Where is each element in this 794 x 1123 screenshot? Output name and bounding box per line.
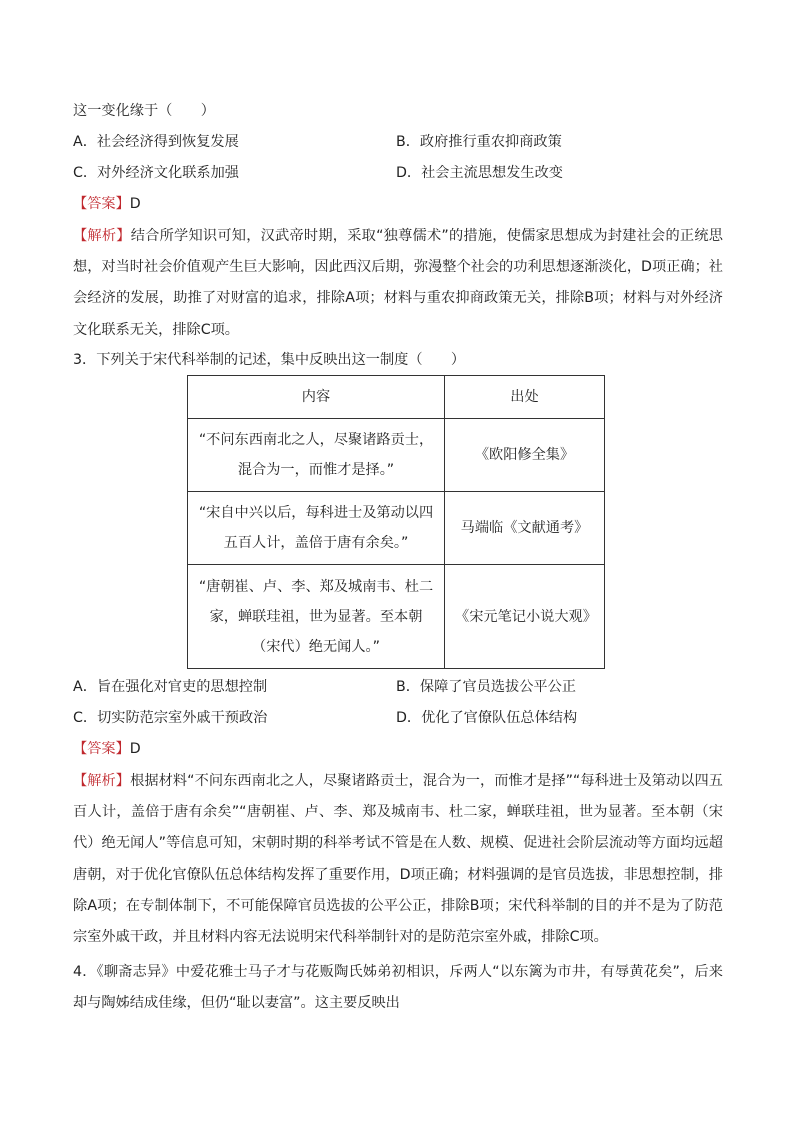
q3-option-d: D．优化了官僚队伍总体结构 xyxy=(396,710,578,726)
table-cell-source: 《宋元笔记小说大观》 xyxy=(445,565,605,669)
table-cell-source: 《欧阳修全集》 xyxy=(445,419,605,492)
q3-option-b: B．保障了官员选拔公平公正 xyxy=(396,679,576,695)
analysis-text: 结合所学知识可知，汉武帝时期，采取“独尊儒术”的措施，使儒家思想成为封建社会的正统思想，对当时社会价值观产生巨大影响，因此西汉后期，弥漫整个社会的功利思想逐渐淡化，D项正确；社会经济的发展，助推了对财富的追求，排除A项；材料与重农抑商政策无关，排除B项；材料与对外经济文化联系无关，排除C项。 xyxy=(73,228,723,338)
table-cell-content: “不问东西南北之人，尽聚诸路贡士，混合为一，而惟才是择。” xyxy=(188,419,445,492)
q3-analysis xyxy=(73,766,723,953)
q2-analysis xyxy=(73,221,723,346)
answer-tag: 【答案】 xyxy=(73,196,130,212)
table-cell-content: “宋自中兴以后，每科进士及第动以四五百人计，盖倍于唐有余矣。” xyxy=(188,492,445,565)
answer-value: D xyxy=(129,196,141,212)
table-header-source: 出处 xyxy=(445,376,605,419)
q4-stem: 4．《聊斋志异》中爱花雅士马子才与花贩陶氏姊弟初相识，斥两人“以东篱为市井，有辱黄花矣”，后来却与陶姊结成佳缘，但仍“耻以妻富”。这主要反映出 xyxy=(73,964,723,1012)
answer-value: D xyxy=(129,741,141,757)
q2-option-a: A．社会经济得到恢复发展 xyxy=(73,134,239,150)
table-cell-source: 马端临《文献通考》 xyxy=(445,492,605,565)
q2-option-d: D．社会主流思想发生改变 xyxy=(396,165,563,181)
table-cell-content: “唐朝崔、卢、李、郑及城南韦、杜二家，蝉联珪祖，世为显著。至本朝（宋代）绝无闻人。” xyxy=(188,565,445,669)
q3-option-a: A．旨在强化对官吏的思想控制 xyxy=(73,679,268,695)
q3-answer xyxy=(73,739,141,759)
table-header-content: 内容 xyxy=(188,376,445,419)
table-row xyxy=(188,419,605,492)
answer-tag: 【答案】 xyxy=(73,741,130,757)
table-row xyxy=(188,565,605,669)
table-header-row xyxy=(188,376,605,419)
analysis-text: 根据材料“不问东西南北之人，尽聚诸路贡士，混合为一，而惟才是择”“每科进士及第动以四五百人计，盖倍于唐有余矣”“唐朝崔、卢、李、郑及城南韦、杜二家，蝉联珪祖，世为显著。至本朝（宋代）绝无闻人”等信息可知，宋朝时期的科举考试不管是在人数、规模、促进社会阶层流动等方面均远超唐朝，对于优化官僚队伍总体结构发挥了重要作用，D项正确；材料强调的是官员选拔，非思想控制，排除A项；在专制体制下，不可能保障官员选拔的公平公正，排除B项；宋代科举制的目的并不是为了防范宗室外戚干政，并且材料内容无法说明宋代科举制针对的是防范宗室外戚，排除C项。 xyxy=(73,773,723,946)
table-row xyxy=(188,492,605,565)
source-table xyxy=(187,375,605,669)
q2-answer xyxy=(73,194,141,214)
q2-stem-tail: 这一变化缘于（ ） xyxy=(73,103,215,119)
analysis-tag: 【解析】 xyxy=(73,773,131,789)
q2-option-b: B．政府推行重农抑商政策 xyxy=(396,134,562,150)
analysis-tag: 【解析】 xyxy=(73,228,131,244)
q2-option-c: C．对外经济文化联系加强 xyxy=(73,165,239,181)
q3-option-c: C．切实防范宗室外戚干预政治 xyxy=(73,710,268,726)
q3-stem: 3．下列关于宋代科举制的记述，集中反映出这一制度（ ） xyxy=(73,352,466,368)
